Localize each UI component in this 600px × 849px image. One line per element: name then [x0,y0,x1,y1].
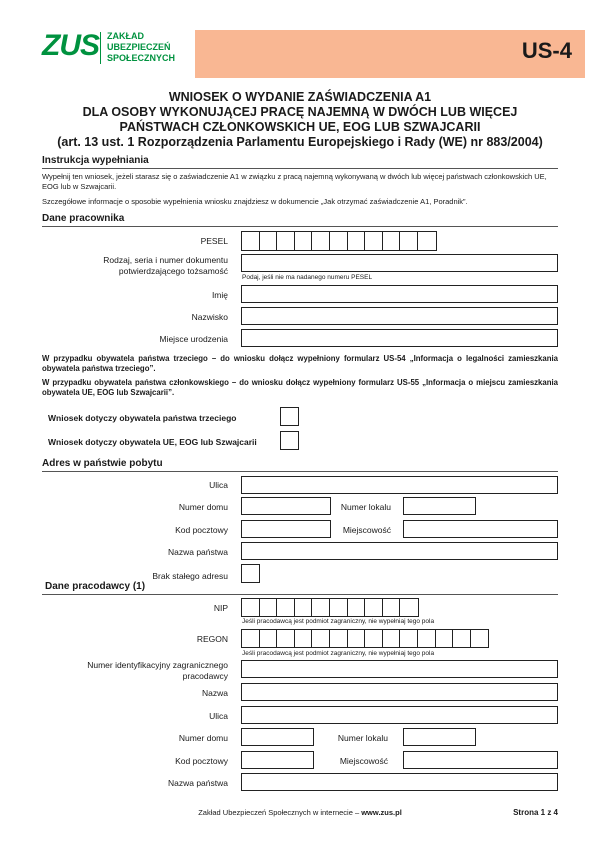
worker-heading: Dane pracownika [42,213,125,224]
member-state-note: W przypadku obywatela państwa członkowskiego – do wniosku dołącz wypełniony formularz US-55 „Informacja o miejscu zamieszkania obywatela UE, EOG lub Szwajcarii”. [42,378,558,397]
divider [42,471,558,472]
address-postcode-input[interactable] [241,520,331,538]
surname-input[interactable] [241,307,558,325]
footer-site: Zakład Ubezpieczeń Społecznych w internecie – www.zus.pl [198,808,402,817]
eu-checkbox-label: Wniosek dotyczy obywatela UE, EOG lub Szwajcarii [48,437,257,447]
pesel-input[interactable] [241,231,437,251]
address-heading: Adres w państwie pobytu [42,458,163,469]
form-code: US-4 [521,38,572,63]
third-country-checkbox[interactable] [280,407,299,426]
address-house-input[interactable] [241,497,331,515]
first-name-input[interactable] [241,285,558,303]
divider [42,226,558,227]
regon-input[interactable] [241,629,489,648]
divider [42,594,558,595]
employer-city-label: Miejscowość [339,756,388,766]
employer-street-label: Ulica [209,711,228,721]
zus-logo-mark: ZUS [42,29,99,62]
address-country-label: Nazwa państwa [167,547,228,557]
address-flat-label: Numer lokalu [340,502,391,512]
employer-postcode-input[interactable] [241,751,314,769]
foreign-id-input[interactable] [241,660,558,678]
instructions-paragraph-1: Wypełnij ten wniosek, jeżeli starasz się o zaświadczenie A1 w związku z pracą najemną wykonywaną w dwóch lub więcej państwach członkowskich UE, EOG lub w Szwajcarii. [42,172,547,191]
birthplace-input[interactable] [241,329,558,347]
id-document-label: Rodzaj, seria i numer dokumentu potwierdzającego tożsamość [103,255,228,276]
foreign-id-label: Numer identyfikacyjny zagranicznego pracodawcy [87,660,228,681]
instructions-paragraph-2: Szczegółowe informacje o sposobie wypełnienia wniosku znajdziesz w dokumencie „Jak otrzymać zaświadczenie A1, Poradnik”. [42,197,468,206]
employer-country-label: Nazwa państwa [167,778,228,788]
address-flat-input[interactable] [403,497,476,515]
logo-separator [100,32,101,64]
logo-text: ZAKŁAD UBEZPIECZEŃ SPOŁECZNYCH [107,31,176,63]
id-document-input[interactable] [241,254,558,272]
employer-city-input[interactable] [403,751,558,769]
employer-house-label: Numer domu [178,733,228,743]
form-header [0,0,600,80]
instructions-heading: Instrukcja wypełniania [42,155,149,166]
address-city-input[interactable] [403,520,558,538]
divider [42,168,558,169]
employer-name-label: Nazwa [202,688,228,698]
page-number: Strona 1 z 4 [513,808,558,817]
employer-street-input[interactable] [241,706,558,724]
no-address-label: Brak stałego adresu [152,571,228,581]
nip-hint: Jeśli pracodawcą jest podmiot zagraniczny, nie wypełniaj tego pola [242,618,435,625]
third-country-checkbox-label: Wniosek dotyczy obywatela państwa trzeciego [48,413,237,423]
employer-postcode-label: Kod pocztowy [175,756,228,766]
birthplace-label: Miejsce urodzenia [159,334,228,344]
nip-label: NIP [213,603,228,613]
id-document-hint: Podaj, jeśli nie ma nadanego numeru PESEL [242,274,373,281]
form-title: WNIOSEK O WYDANIE ZAŚWIADCZENIA A1 DLA OSOBY WYKONUJĄCEJ PRACĘ NAJEMNĄ W DWÓCH LUB WIĘCEJ PAŃSTWACH CZŁONKOWSKICH UE, EOG LUB SZWAJCARII (art. 13 ust. 1 Rozporządzenia Parlamentu Europejskiego i Rady (WE) nr 883/2004) [57,90,543,149]
address-country-input[interactable] [241,542,558,560]
third-country-note: W przypadku obywatela państwa trzeciego – do wniosku dołącz wypełniony formularz US-54 „Informacja o legalności zamieszkania obywatela państwa trzeciego”. [42,354,558,373]
regon-hint: Jeśli pracodawcą jest podmiot zagraniczny, nie wypełniaj tego pola [242,650,435,657]
employer-country-input[interactable] [241,773,558,791]
regon-label: REGON [196,634,228,644]
employer-flat-input[interactable] [403,728,476,746]
nip-input[interactable] [241,598,419,617]
employer-name-input[interactable] [241,683,558,701]
no-address-checkbox[interactable] [241,564,260,583]
pesel-label: PESEL [200,236,228,246]
employer-house-input[interactable] [241,728,314,746]
first-name-label: Imię [211,290,228,300]
surname-label: Nazwisko [191,312,228,322]
eu-checkbox[interactable] [280,431,299,450]
address-city-label: Miejscowość [342,525,391,535]
employer-heading: Dane pracodawcy (1) [45,581,146,592]
address-house-label: Numer domu [178,502,228,512]
zus-logo [42,30,192,70]
address-postcode-label: Kod pocztowy [175,525,228,535]
footer-site-link[interactable]: www.zus.pl [361,808,402,817]
address-street-label: Ulica [209,480,228,490]
address-street-input[interactable] [241,476,558,494]
employer-flat-label: Numer lokalu [337,733,388,743]
